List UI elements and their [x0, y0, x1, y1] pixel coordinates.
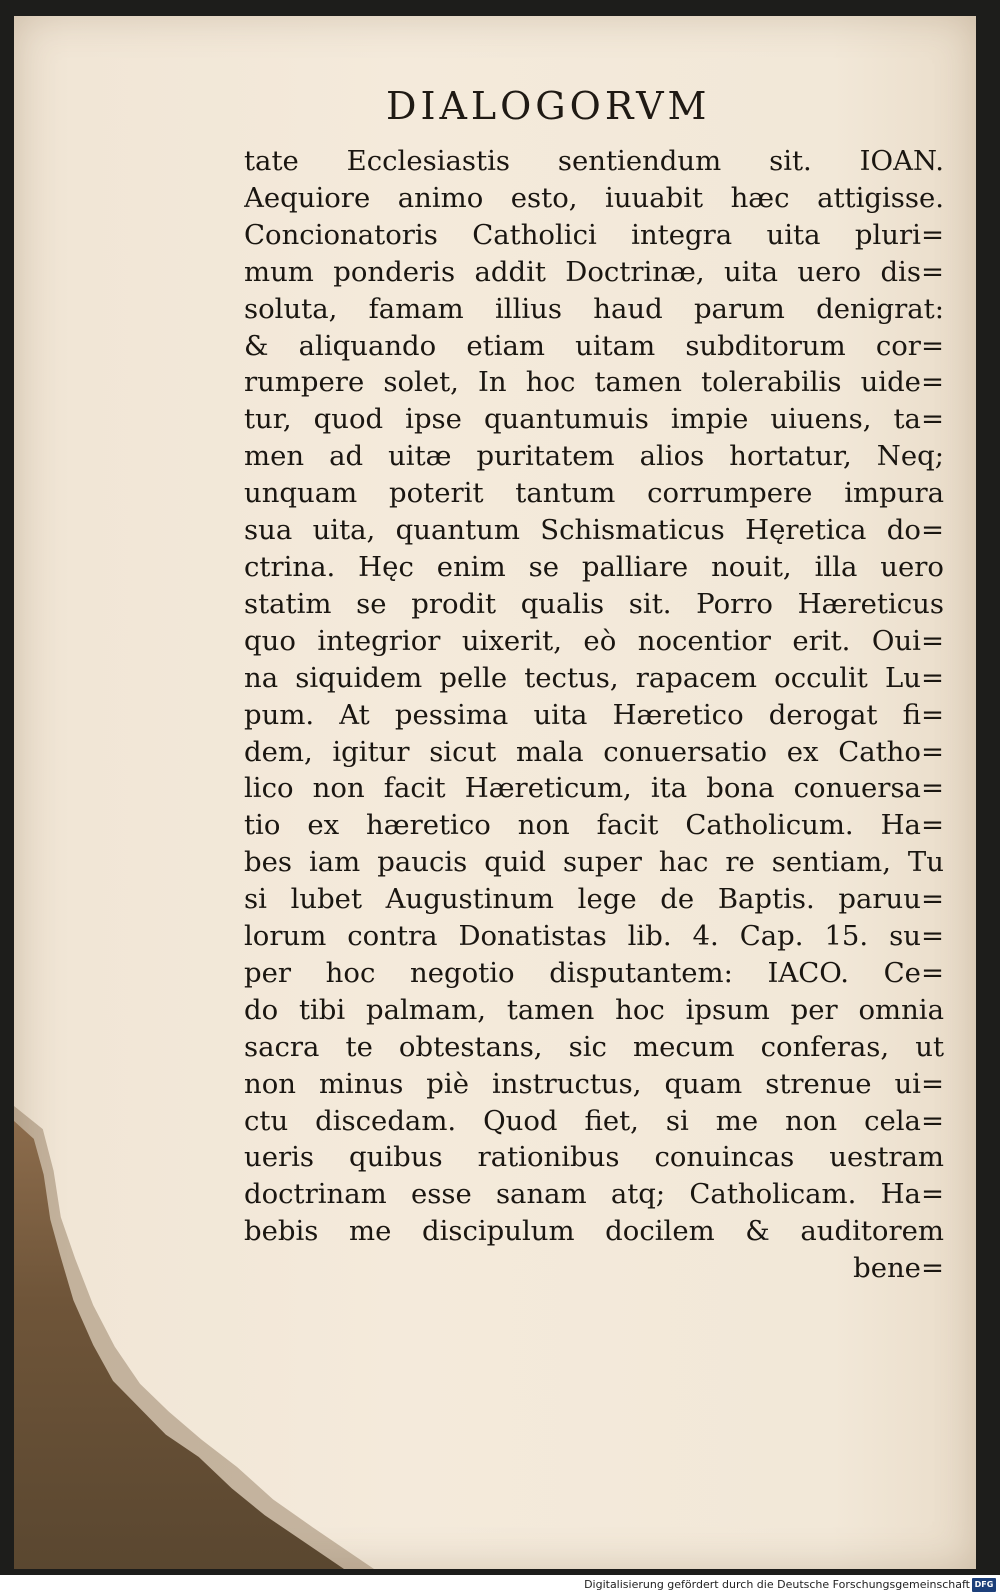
text-line: soluta, famam illius haud parum denigrat:	[244, 292, 944, 325]
text-line: rumpere solet, In hoc tamen tolerabilis uide=	[244, 366, 944, 399]
text-line: & aliquando etiam uitam subditorum cor=	[244, 329, 944, 362]
text-line: lico non facit Hæreticum, ita bona conuersa=	[244, 772, 944, 805]
text-line: dem, igitur sicut mala conuersatio ex Catho=	[244, 735, 944, 768]
text-line: per hoc negotio disputantem: IACO. Ce=	[244, 956, 944, 989]
text-line: unquam poterit tantum corrumpere impura	[244, 477, 944, 510]
digitization-credit: Digitalisierung gefördert durch die Deutsche Forschungsgemeinschaft	[584, 1578, 970, 1591]
running-head: DIALOGORVM	[386, 84, 711, 128]
text-line: non minus piè instructus, quam strenue ui=	[244, 1067, 944, 1100]
text-line: statim se prodit qualis sit. Porro Hæreticus	[244, 587, 944, 620]
text-line: sacra te obtestans, sic mecum conferas, ut	[244, 1030, 944, 1063]
text-line: pum. At pessima uita Hæretico derogat fi=	[244, 698, 944, 731]
text-line: tio ex hæretico non facit Catholicum. Ha=	[244, 809, 944, 842]
catchword: bene=	[853, 1252, 944, 1285]
text-line: quo integrior uixerit, eò nocentior erit. Oui=	[244, 624, 944, 657]
text-line: tur, quod ipse quantumuis impie uiuens, ta=	[244, 403, 944, 436]
footer-bar	[0, 1575, 1000, 1596]
text-line: Aequiore animo esto, iuuabit hæc attigisse.	[244, 181, 944, 214]
text-line: ctrina. Hęc enim se palliare nouit, illa uero	[244, 550, 944, 583]
body-text	[244, 143, 944, 1287]
text-line: lorum contra Donatistas lib. 4. Cap. 15. su=	[244, 920, 944, 953]
text-line: ctu discedam. Quod fiet, si me non cela=	[244, 1104, 944, 1137]
text-line: ueris quibus rationibus conuincas uestram	[244, 1141, 944, 1174]
text-line: do tibi palmam, tamen hoc ipsum per omnia	[244, 993, 944, 1026]
text-line: Concionatoris Catholici integra uita pluri=	[244, 218, 944, 251]
dfg-logo: DFG	[972, 1578, 996, 1592]
text-line: sua uita, quantum Schismaticus Hęretica do=	[244, 514, 944, 547]
text-line: bebis me discipulum docilem & auditorem	[244, 1215, 944, 1248]
text-line: bes iam paucis quid super hac re sentiam, Tu	[244, 846, 944, 879]
text-line: doctrinam esse sanam atq; Catholicam. Ha=	[244, 1178, 944, 1211]
text-line: na siquidem pelle tectus, rapacem occulit Lu=	[244, 661, 944, 694]
text-line: si lubet Augustinum lege de Baptis. paruu=	[244, 883, 944, 916]
text-line: tate Ecclesiastis sentiendum sit. IOAN.	[244, 145, 944, 177]
text-line: men ad uitæ puritatem alios hortatur, Neq;	[244, 440, 944, 473]
text-line: mum ponderis addit Doctrinæ, uita uero dis=	[244, 255, 944, 288]
